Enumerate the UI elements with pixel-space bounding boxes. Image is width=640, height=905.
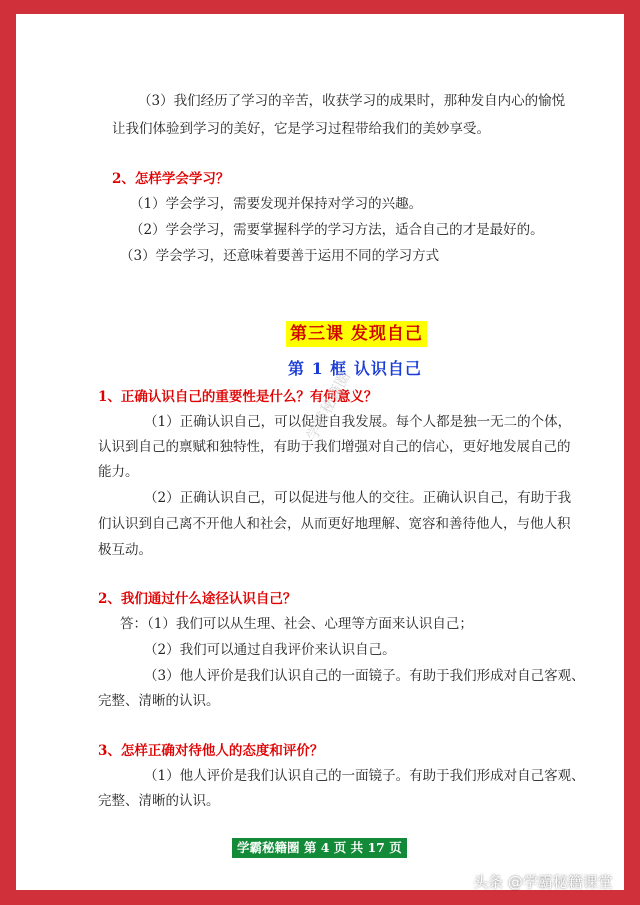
lesson-title: 第三课 发现自己 <box>286 321 427 347</box>
paragraph-line: （3）我们经历了学习的辛苦，收获学习的成果时，那种发自内心的愉悦 <box>138 93 566 109</box>
answer-line: 完整、清晰的认识。 <box>98 693 220 709</box>
paragraph-line: （1）正确认识自己，可以促进自我发展。每个人都是独一无二的个体， <box>144 414 572 430</box>
paragraph-line: （2）正确认识自己，可以促进与他人的交往。正确认识自己，有助于我 <box>144 490 572 506</box>
question-heading: 1、正确认识自己的重要性是什么？有何意义？ <box>98 389 378 405</box>
answer-line: 答：（1）我们可以从生理、社会、心理等方面来认识自己； <box>120 616 473 632</box>
paragraph-line: 能力。 <box>98 464 139 480</box>
paragraph-line: 极互动。 <box>98 542 152 558</box>
attribution-label: 头条 @学霸秘籍课堂 <box>473 873 613 891</box>
question-heading: 3、怎样正确对待他人的态度和评价？ <box>98 743 324 759</box>
list-item: （3）学会学习，还意味着要善于运用不同的学习方式 <box>120 248 440 264</box>
list-item: （2）学会学习，需要掌握科学的学习方法，适合自己的才是最好的。 <box>130 222 544 238</box>
paragraph-line: 们认识到自己离不开他人和社会，从而更好地理解、宽容和善待他人，与他人积 <box>98 516 571 532</box>
list-item: （1）学会学习，需要发现并保持对学习的兴趣。 <box>130 196 423 212</box>
question-heading: 2、我们通过什么途径认识自己？ <box>98 591 297 607</box>
question-heading: 2、怎样学会学习？ <box>112 171 230 187</box>
paragraph-line: 让我们体验到学习的美好，它是学习过程带给我们的美妙享受。 <box>112 121 490 137</box>
page-footer: 学霸秘籍圈 第 4 页 共 17 页 <box>232 838 407 858</box>
answer-line: 完整、清晰的认识。 <box>98 793 220 809</box>
watermark: 学霸秘籍圈 <box>302 368 354 444</box>
answer-line: （1）他人评价是我们认识自己的一面镜子。有助于我们形成对自己客观、 <box>144 768 585 784</box>
answer-line: （2）我们可以通过自我评价来认识自己。 <box>144 642 396 658</box>
document-page <box>16 14 624 890</box>
frame-title: 第 1 框 认识自己 <box>288 359 422 378</box>
answer-line: （3）他人评价是我们认识自己的一面镜子。有助于我们形成对自己客观、 <box>144 668 585 684</box>
paragraph-line: 认识到自己的禀赋和独特性，有助于我们增强对自己的信心，更好地发展自己的 <box>98 439 571 455</box>
